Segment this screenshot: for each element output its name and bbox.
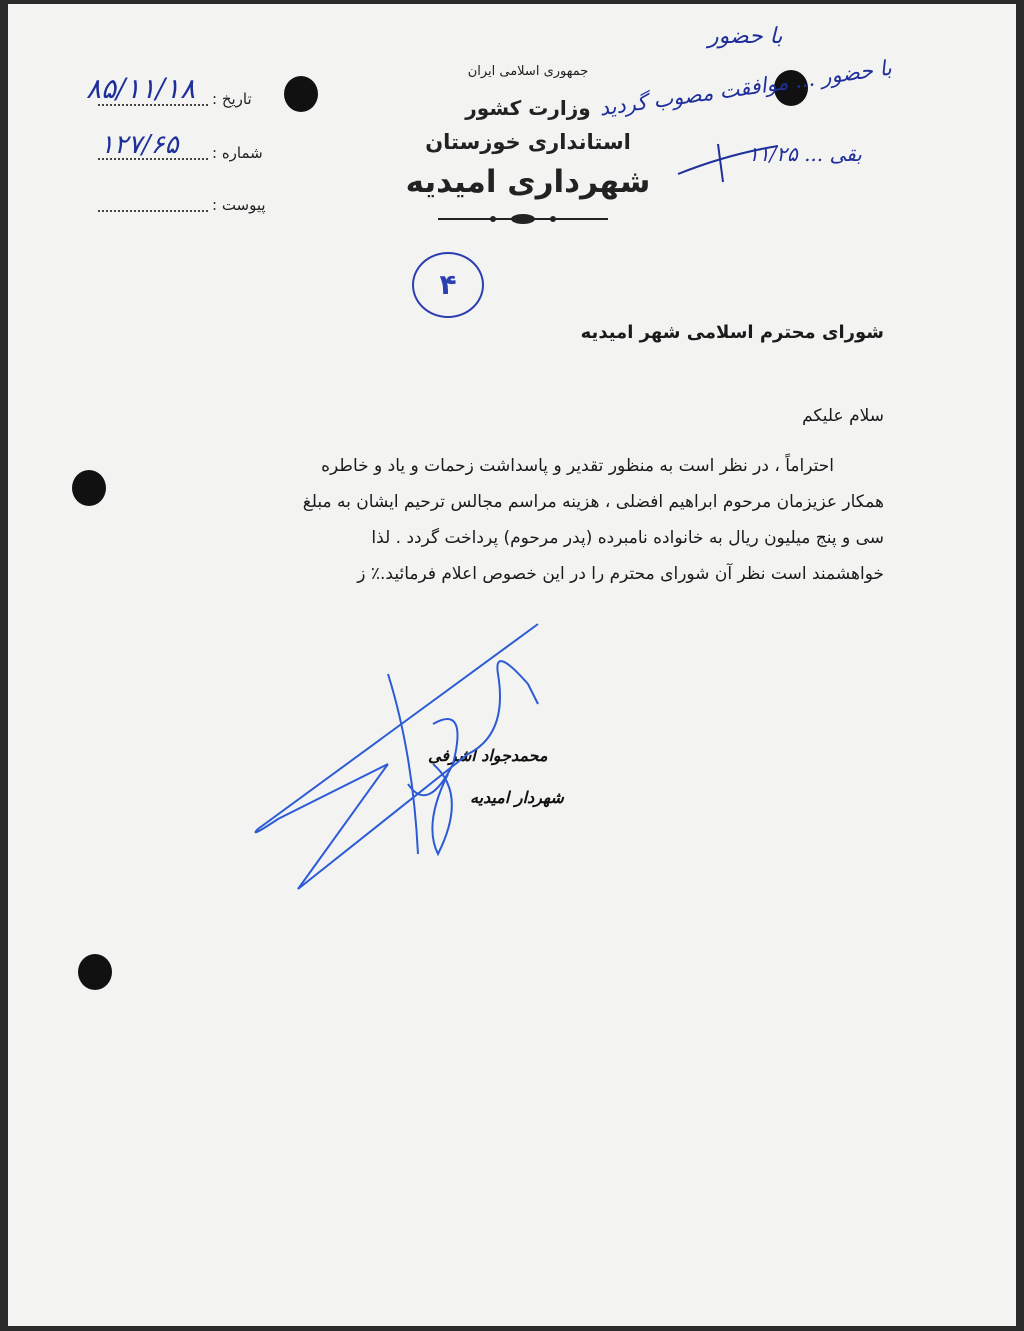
letterhead-ornament <box>438 212 608 226</box>
annotation-line-3: بقی ... ۱۱/۲۵ <box>748 142 862 166</box>
punch-hole <box>78 954 112 990</box>
republic-line: جمهوری اسلامی ایران <box>467 64 589 79</box>
recipient: شورای محترم اسلامی شهر امیدیه <box>580 322 884 343</box>
annotation-line-1: با حضور <box>708 24 783 49</box>
document-page <box>8 4 1016 1326</box>
punch-hole <box>284 76 318 112</box>
handwritten-number: ۱۲۷/۶۵ <box>100 130 179 160</box>
municipality-title: شهرداری امیدیه <box>405 164 651 200</box>
greeting: سلام علیکم <box>802 406 884 426</box>
punch-hole <box>72 470 106 506</box>
body-line: همکار عزیزمان مرحوم ابراهیم افضلی ، هزینه مراسم مجالس ترحیم ایشان به مبلغ <box>302 492 884 512</box>
number-label: شماره : <box>212 144 263 162</box>
attachment-field <box>98 196 266 214</box>
body-line: احتراماً ، در نظر است به منظور تقدیر و پاسداشت زحمات و یاد و خاطره <box>321 456 834 476</box>
body-line: خواهشمند است نظر آن شورای محترم را در این خصوص اعلام فرمائید.٪ ز <box>357 564 884 584</box>
handwritten-date: ۸۵/۱۱/۱۸ <box>86 72 196 105</box>
annotation-stroke <box>668 124 788 184</box>
annotation-line-2: با حضور ... موافقت مصوب گردید <box>597 55 894 121</box>
letter-body <box>164 448 884 592</box>
attachment-label: پیوست : <box>212 196 266 214</box>
signature <box>238 614 578 904</box>
date-label: تاریخ : <box>212 90 252 108</box>
ministry-line: وزارت کشور <box>465 96 591 120</box>
governorate-line: استانداری خوزستان <box>425 130 631 154</box>
signer-title: شهردار امیدیه <box>470 788 564 807</box>
signer-name: محمدجواد اشرفی <box>428 746 548 765</box>
circled-number: ۴ <box>412 252 484 318</box>
body-line: سی و پنج میلیون ریال به خانواده نامبرده (پدر مرحوم) پرداخت گردد . لذا <box>371 528 884 548</box>
